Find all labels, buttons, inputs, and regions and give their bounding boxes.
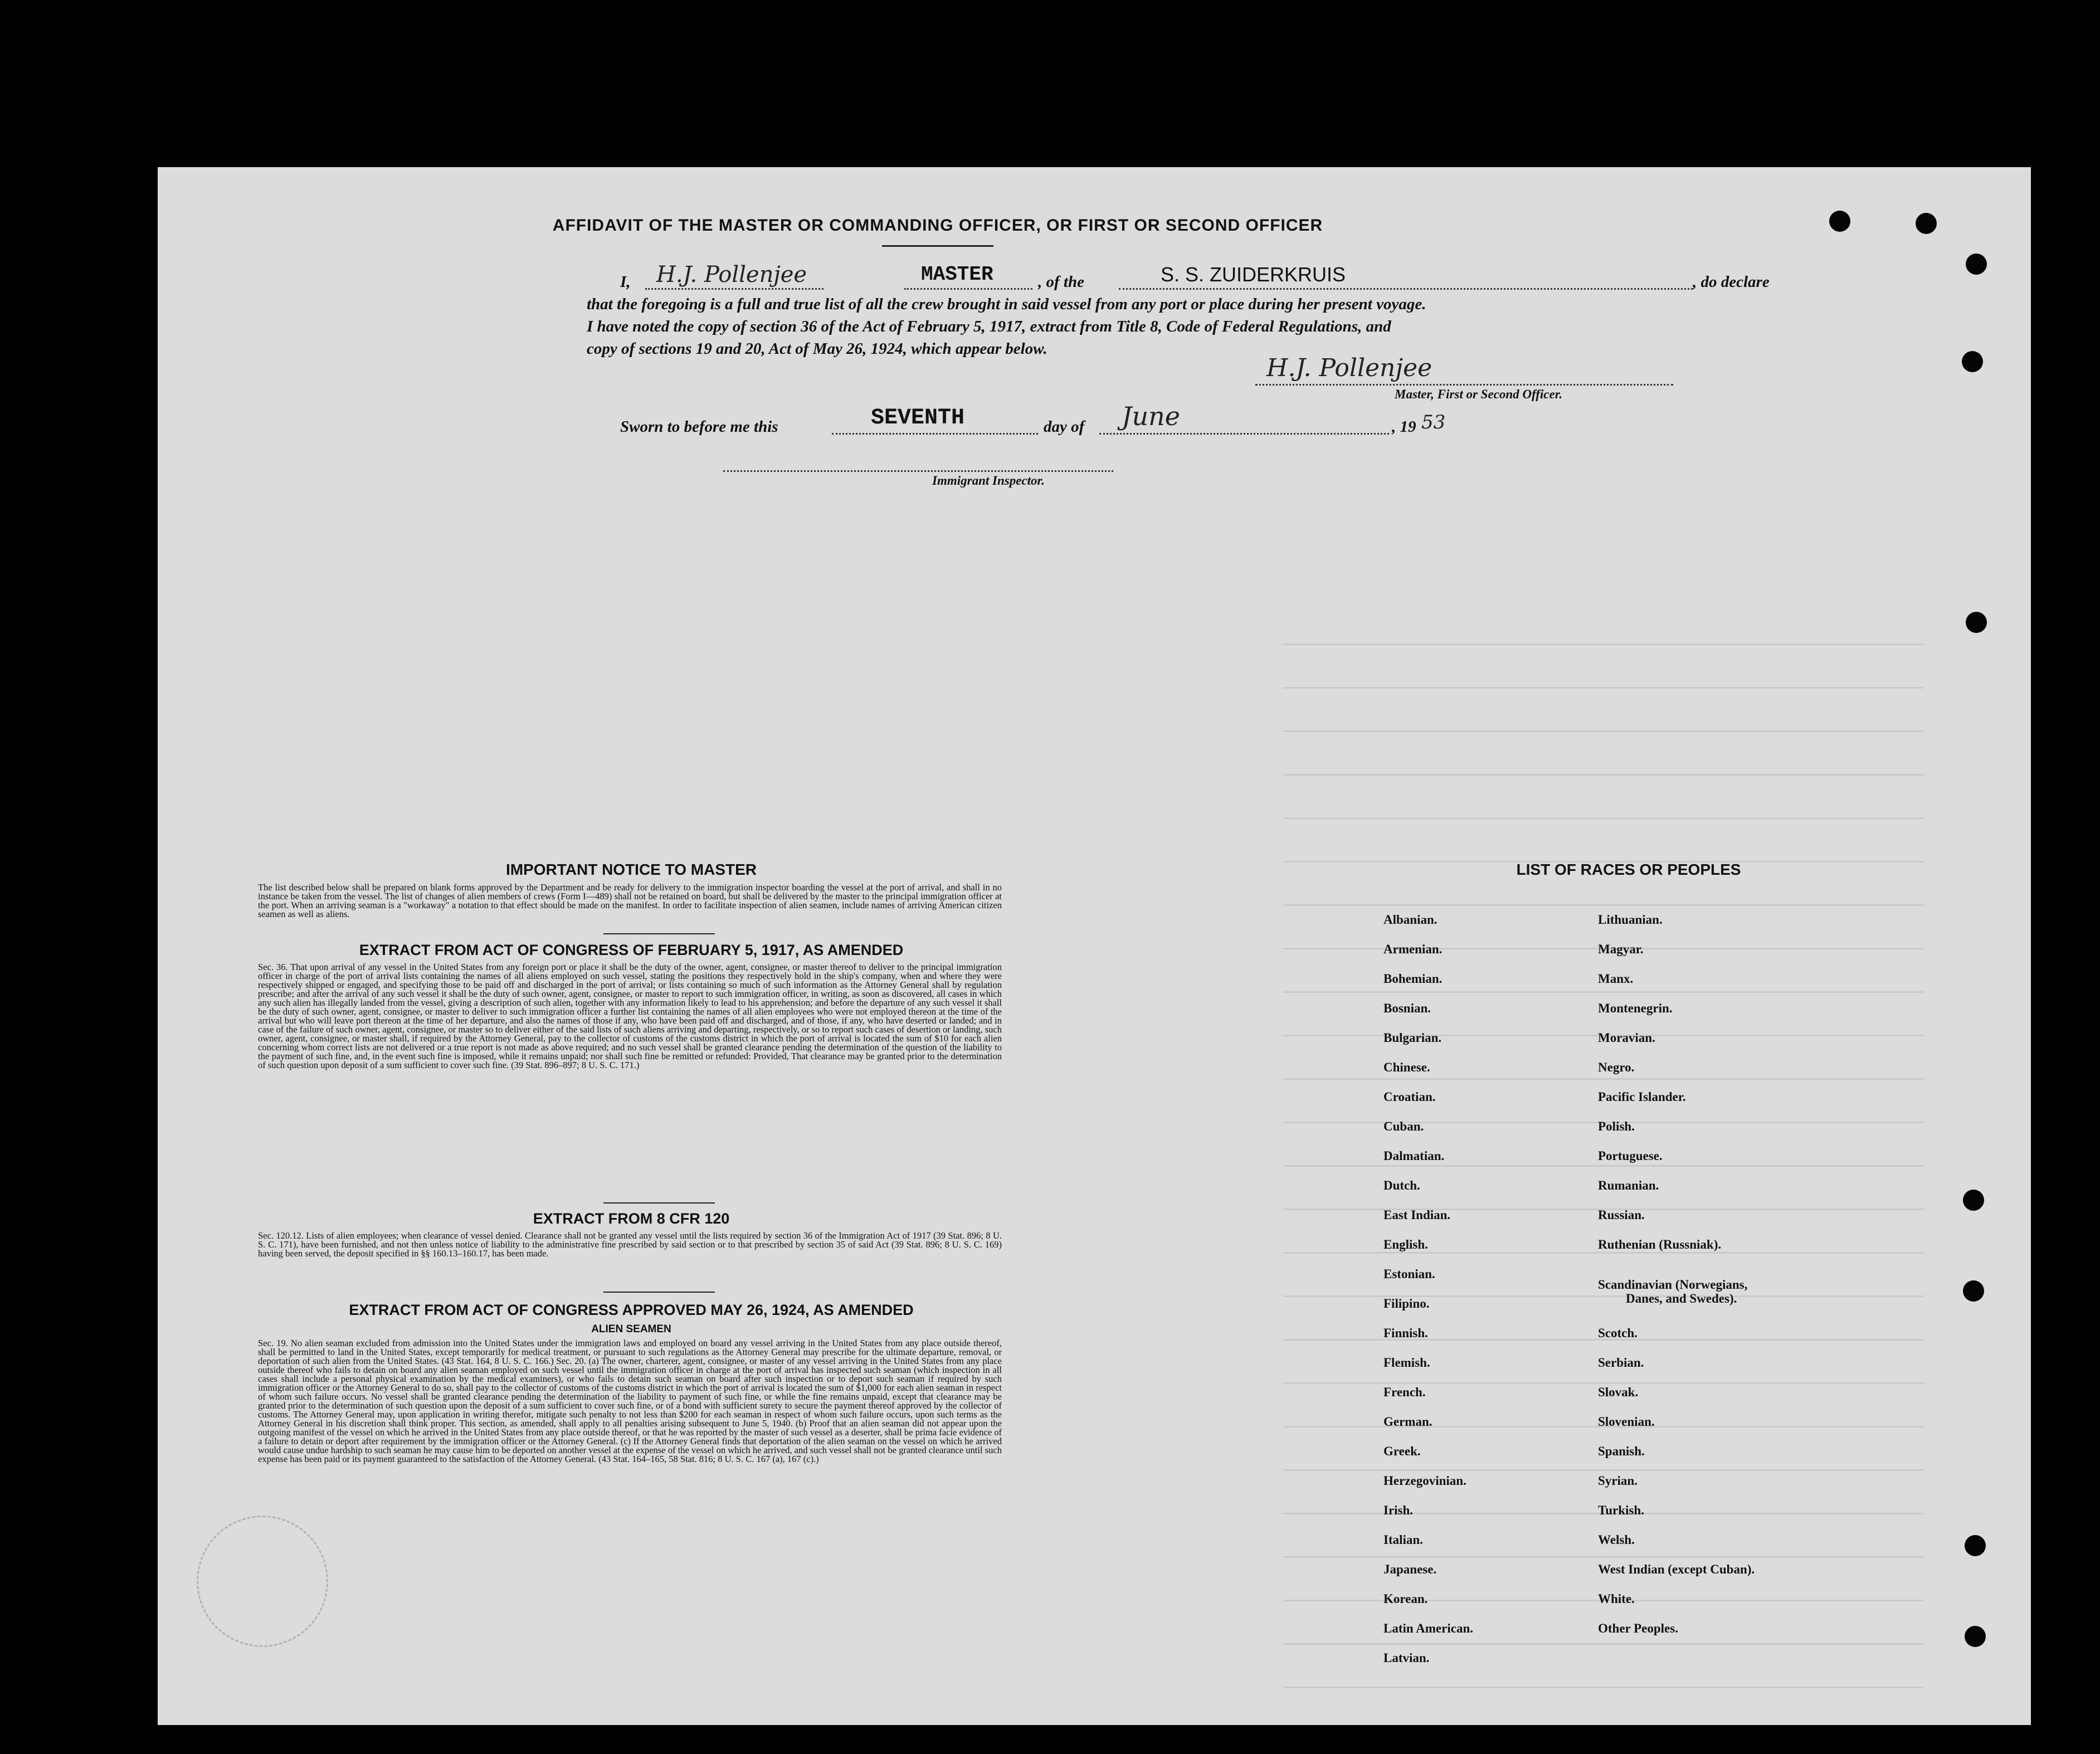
day-value: SEVENTH bbox=[871, 406, 965, 431]
race-right-item: Russian. bbox=[1598, 1208, 1645, 1222]
race-left-item: Flemish. bbox=[1383, 1356, 1430, 1370]
race-right-item: Serbian. bbox=[1598, 1356, 1644, 1370]
race-left-item: Armenian. bbox=[1383, 942, 1443, 956]
affidavit-i: I, bbox=[620, 273, 631, 291]
race-left-item: French. bbox=[1383, 1385, 1426, 1399]
race-right-item: Moravian. bbox=[1598, 1031, 1655, 1045]
notice-body: The list described below shall be prepared on blank forms approved by the Department and be ready for delivery to the immigration inspector boarding the vessel at the port of arrival, and shall in no instance be taken from the vessel. The list of changes of alien members of crews (Form I—489) shall not be retained on board, but shall be delivered by the master to the principal immigration officer at the port. When an arriving seaman is a "workaway" a notation to that effect should be made on the manifest. In order to facilitate inspection of alien seamen, include names of arriving American citizen seamen as well as aliens. bbox=[258, 882, 1002, 919]
punch-hole bbox=[1963, 1280, 1984, 1302]
year-prefix: , 19 bbox=[1392, 418, 1416, 436]
race-left-item: Filipino. bbox=[1383, 1297, 1430, 1310]
form-sheet bbox=[158, 167, 2031, 1725]
race-right-item: Manx. bbox=[1598, 972, 1634, 986]
race-right-item: Portuguese. bbox=[1598, 1149, 1663, 1163]
punch-hole bbox=[1829, 211, 1850, 232]
rank-field bbox=[904, 265, 1032, 290]
heading-rule bbox=[882, 245, 993, 247]
race-right-item: White. bbox=[1598, 1592, 1635, 1606]
extract-1917-title: EXTRACT FROM ACT OF CONGRESS OF FEBRUARY 5, 1917, AS AMENDED bbox=[359, 942, 904, 958]
punch-hole bbox=[1962, 351, 1983, 372]
race-right-item: Turkish. bbox=[1598, 1503, 1644, 1517]
punch-hole bbox=[1966, 254, 1987, 275]
extract-1924-body: Sec. 19. No alien seaman excluded from admission into the United States under the immigration laws and employed on board any vessel arriving in the United States from any place outside thereof, shall be permitted to land in the United States, except temporarily for medical treatment, or pursuant to such regulations as the Attorney General may prescribe for the ultimate departure, removal, or deportation of such alien from the United States. (43 Stat. 164, 8 U. S. C. 166.) Sec. 20. (a) The owner, charterer, agent, consignee, or master of any vessel arriving in the United States from any place outside thereof who fails to detain on board any alien seaman employed on such vessel until the immigration officer in charge at the port of arrival has inspected such seaman (which inspection in all cases shall include a personal physical examination by the medical examiners), or who fails to detain such seaman on board after such inspection or to deport such seaman if required by such immigration officer or the Attorney General to do so, shall pay to the collector of customs of the customs district in which the port of arrival is located the sum of $1,000 for each alien seaman in respect of whom such failure occurs. No vessel shall be granted clearance pending the determination of the liability to payment of such fine, or while the fine remains unpaid, except that clearance may be granted prior to the determination of such question upon the deposit of a sum sufficient to cover such fine, or of a bond with sufficient surety to secure the payment thereof approved by the collector of customs. The Attorney General may, upon application in writing therefor, mitigate such penalty to not less than $200 for each seaman in respect of whom such failure occurs, upon such terms as the Attorney General in his discretion shall think proper. This section, as amended, shall apply to all penalties arising subsequent to June 5, 1940. (b) Proof that an alien seaman did not appear upon the outgoing manifest of the vessel on which he arrived in the United States from any place outside thereof, or that he was reported by the master of such vessel as a deserter, shall be prima facie evidence of a failure to detain or deport after requirement by the immigration officer or the Attorney General. (c) If the Attorney General finds that deportation of the alien seaman on the vessel on which he arrived would cause undue hardship to such seaman he may cause him to be deported on another vessel at the expense of the vessel on which he arrived, and such vessel shall not be granted clearance until such expense has been paid or its payment guaranteed to the satisfaction of the Attorney General. (43 Stat. 164–165, 58 Stat. 816; 8 U. S. C. 167 (a), 167 (c).) bbox=[258, 1338, 1002, 1464]
extract-1924-subtitle: ALIEN SEAMEN bbox=[591, 1323, 671, 1335]
officer-signature-line bbox=[1255, 382, 1673, 386]
extract-cfr-rule bbox=[603, 1292, 715, 1293]
race-right-item: Negro. bbox=[1598, 1060, 1635, 1074]
race-right-item: Rumanian. bbox=[1598, 1178, 1659, 1192]
day-of-label: day of bbox=[1044, 418, 1085, 436]
race-right-item: Other Peoples. bbox=[1598, 1621, 1678, 1635]
name-signature: H.J. Pollenjee bbox=[656, 262, 807, 288]
punch-hole bbox=[1965, 1626, 1986, 1647]
year-value: 53 bbox=[1421, 411, 1446, 433]
race-right-item: Slovak. bbox=[1598, 1385, 1639, 1399]
race-left-item: Dutch. bbox=[1383, 1178, 1420, 1192]
race-right-item: Scandinavian (Norwegians, bbox=[1598, 1278, 1748, 1292]
race-left-item: Finnish. bbox=[1383, 1326, 1428, 1340]
embossed-seal bbox=[197, 1516, 328, 1647]
race-left-item: Latvian. bbox=[1383, 1651, 1430, 1665]
punch-hole bbox=[1966, 612, 1987, 633]
race-left-item: Greek. bbox=[1383, 1444, 1421, 1458]
extract-cfr-title: EXTRACT FROM 8 CFR 120 bbox=[533, 1210, 730, 1227]
punch-hole bbox=[1965, 1535, 1986, 1556]
race-left-item: Chinese. bbox=[1383, 1060, 1430, 1074]
do-declare-label: , do declare bbox=[1693, 273, 1770, 291]
race-left-item: Bosnian. bbox=[1383, 1001, 1431, 1015]
race-right-item: Montenegrin. bbox=[1598, 1001, 1673, 1015]
race-right-item: Danes, and Swedes). bbox=[1626, 1292, 1737, 1305]
race-left-item: Irish. bbox=[1383, 1503, 1414, 1517]
vessel-name: S. S. ZUIDERKRUIS bbox=[1161, 263, 1346, 286]
extract-1924-title: EXTRACT FROM ACT OF CONGRESS APPROVED MAY 26, 1924, AS AMENDED bbox=[349, 1302, 914, 1318]
race-right-item: Polish. bbox=[1598, 1119, 1635, 1133]
race-left-item: Latin American. bbox=[1383, 1621, 1473, 1635]
race-left-item: Bohemian. bbox=[1383, 972, 1443, 986]
affidavit-line3: I have noted the copy of section 36 of the Act of February 5, 1917, extract from Title 8, Code of Federal Regulations, and bbox=[587, 318, 1391, 335]
month-value: June bbox=[1122, 401, 1180, 431]
of-the-label: , of the bbox=[1038, 273, 1084, 291]
affidavit-heading: AFFIDAVIT OF THE MASTER OR COMMANDING OFFICER, OR FIRST OR SECOND OFFICER bbox=[552, 216, 1323, 235]
race-left-item: Cuban. bbox=[1383, 1119, 1424, 1133]
sworn-label: Sworn to before me this bbox=[620, 418, 778, 436]
race-right-item: West Indian (except Cuban). bbox=[1598, 1562, 1755, 1576]
extract-1917-body: Sec. 36. That upon arrival of any vessel in the United States from any foreign port or place it shall be the duty of the owner, agent, consignee, or master thereof to deliver to the principal immigration officer in charge of the port of arrival lists containing the names of all aliens employed on such vessel, stating the positions they respectively hold in the ship's company, when and where they were respectively shipped or engaged, and specifying those to be paid off and discharged in the port of arrival; or lists containing so much of such information as the Attorney General shall by regulation prescribe; and after the arrival of any such vessel it shall be the duty of such owner, agent, consignee, or master to report to such immigration officer, in writing, as soon as discovered, all cases in which any such alien has illegally landed from the vessel, giving a description of such alien, together with any information likely to lead to his apprehension; and before the departure of any such vessel it shall be the duty of such owner, agent, consignee, or master to deliver to such immigration officer a further list containing the names of all alien employees who were not employed thereon at the time of the arrival but who will leave port thereon at the time of her departure, and also the names of those if any, who have been paid off and discharged, and of those, if any, who have deserted or landed; and in case of the failure of such owner, agent, consignee, or master so to deliver either of the said lists of such aliens arriving and departing, respectively, or so to report such cases of desertion or landing, such owner, agent, consignee, or master shall, if required by the Attorney General, pay to the collector of customs of the customs district in which the port of arrival is located the sum of $10 for each alien concerning whom correct lists are not delivered or a true report is not made as above required; and no such vessel shall be granted clearance pending the determination of the question of the liability to the payment of such fine, and, in the event such fine is imposed, while it remains unpaid; nor shall such fine be remitted or refunded: Provided, That clearance may be granted prior to the determination of such question upon deposit of a sum sufficient to cover such fine. (39 Stat. 896–897; 8 U. S. C. 171.) bbox=[258, 962, 1002, 1070]
race-right-item: Ruthenian (Russniak). bbox=[1598, 1237, 1722, 1251]
race-left-item: Japanese. bbox=[1383, 1562, 1437, 1576]
races-title: LIST OF RACES OR PEOPLES bbox=[1516, 861, 1741, 878]
affidavit-line4: copy of sections 19 and 20, Act of May 26, 1924, which appear below. bbox=[587, 340, 1047, 358]
extract-cfr-body: Sec. 120.12. Lists of alien employees; when clearance of vessel denied. Clearance shall not be granted any vessel until the lists required by section 36 of the Immigration Act of 1917 (39 Stat. 896; 8 U. S. C. 171), have been furnished, and not then unless notice of liability to the administrative fine prescribed by said section or to that prescribed by section 35 of said Act (39 Stat. 896; 8 U. S. C. 169) having been served, the deposit specified in §§ 160.13–160.17, has been made. bbox=[258, 1230, 1002, 1259]
inspector-signature-line bbox=[723, 468, 1113, 472]
race-left-item: Estonian. bbox=[1383, 1267, 1435, 1281]
race-left-item: Dalmatian. bbox=[1383, 1149, 1445, 1163]
officer-signature: H.J. Pollenjee bbox=[1266, 354, 1433, 382]
notice-title: IMPORTANT NOTICE TO MASTER bbox=[505, 861, 757, 878]
race-right-item: Syrian. bbox=[1598, 1474, 1638, 1488]
punch-hole bbox=[1916, 213, 1937, 234]
race-right-item: Slovenian. bbox=[1598, 1415, 1655, 1429]
race-left-item: English. bbox=[1383, 1237, 1428, 1251]
officer-caption: Master, First or Second Officer. bbox=[1395, 387, 1563, 401]
race-right-item: Spanish. bbox=[1598, 1444, 1645, 1458]
inspector-caption: Immigrant Inspector. bbox=[932, 474, 1045, 488]
race-left-item: Croatian. bbox=[1383, 1090, 1436, 1104]
notice-rule bbox=[603, 933, 715, 934]
race-left-item: East Indian. bbox=[1383, 1208, 1451, 1222]
race-left-item: German. bbox=[1383, 1415, 1433, 1429]
race-right-item: Scotch. bbox=[1598, 1326, 1638, 1340]
punch-hole bbox=[1963, 1190, 1984, 1211]
race-right-item: Pacific Islander. bbox=[1598, 1090, 1686, 1104]
race-left-item: Herzegovinian. bbox=[1383, 1474, 1466, 1488]
race-left-item: Bulgarian. bbox=[1383, 1031, 1442, 1045]
race-right-item: Lithuanian. bbox=[1598, 913, 1663, 927]
race-right-item: Welsh. bbox=[1598, 1533, 1635, 1547]
affidavit-line2: that the foregoing is a full and true list of all the crew brought in said vessel from any port or place during her present voyage. bbox=[587, 295, 1426, 313]
race-left-item: Albanian. bbox=[1383, 913, 1438, 927]
rank-value: MASTER bbox=[921, 263, 993, 286]
race-left-item: Korean. bbox=[1383, 1592, 1428, 1606]
race-right-item: Magyar. bbox=[1598, 942, 1644, 956]
extract-1917-rule bbox=[603, 1202, 715, 1204]
race-left-item: Italian. bbox=[1383, 1533, 1423, 1547]
